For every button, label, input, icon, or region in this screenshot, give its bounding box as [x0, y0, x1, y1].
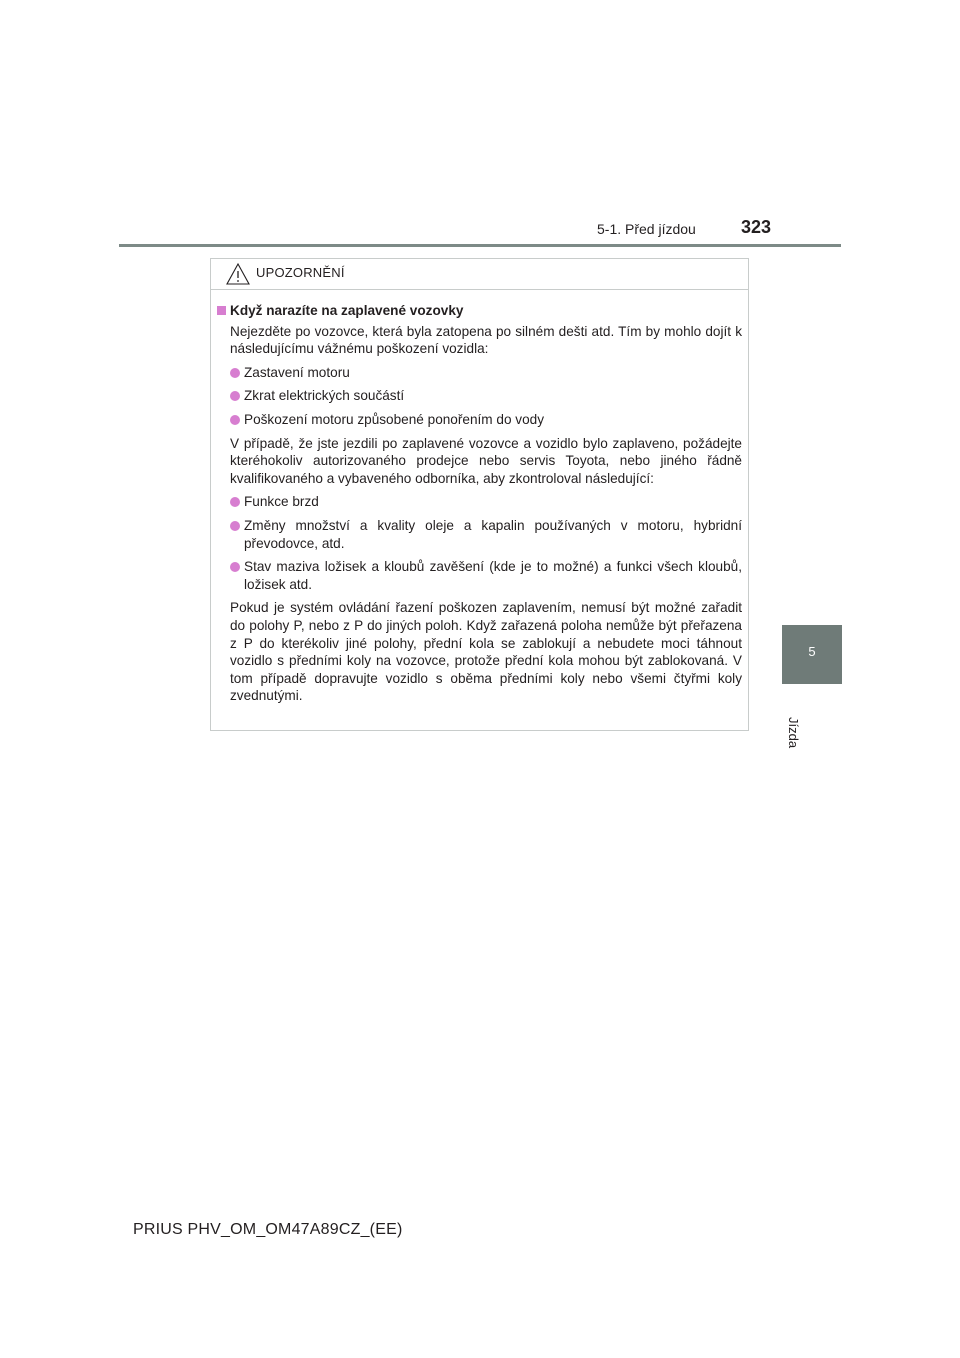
bullet-dot-icon [230, 497, 240, 507]
list-item-text: Funkce brzd [244, 494, 319, 510]
bullet-dot-icon [230, 415, 240, 425]
list-item [230, 558, 742, 593]
list-item [230, 364, 742, 382]
warning-header [211, 259, 748, 290]
bullet-dot-icon [230, 562, 240, 572]
list-item [230, 387, 742, 405]
header-divider [119, 244, 841, 247]
warning-title: UPOZORNĚNÍ [256, 265, 345, 280]
intro-paragraph: Nejezděte po vozovce, která byla zatopena po silném dešti atd. Tím by mohlo dojít k následujícímu vážnému poškození vozidla: [230, 323, 742, 357]
section-title: 5-1. Před jízdou [597, 221, 696, 237]
list-item-text: Zastavení motoru [244, 364, 350, 380]
closing-paragraph: Pokud je systém ovládání řazení poškozen zaplavením, nemusí být možné zařadit do polohy P, nebo z P do jiných poloh. Když zařazená poloha nemůže být přeřazena z P do kterékoliv jiné polohy, přední kola se zablokují a nebudete moci táhnout vozidlo s předními koly na vozovce, protože přední kola mohou být zablokovaná. V tom případě dopravujte vozidlo s oběma předními koly nebo všemi čtyřmi koly zvednutými. [230, 600, 742, 704]
warning-heading [217, 302, 742, 320]
list-item-text: Poškození motoru způsobené ponořením do vody [244, 411, 545, 427]
bullet-dot-icon [230, 368, 240, 378]
chapter-label: Jízda [786, 717, 801, 749]
warning-body [211, 290, 748, 705]
page-number: 323 [741, 217, 772, 237]
list-item-text: Zkrat elektrických součástí [244, 388, 405, 404]
square-bullet-icon [217, 306, 226, 315]
bullet-dot-icon [230, 521, 240, 531]
document-code: PRIUS PHV_OM_OM47A89CZ_(EE) [133, 1221, 403, 1238]
warning-heading-text: Když narazíte na zaplavené vozovky [230, 303, 464, 318]
list-item-text: Stav maziva ložisek a kloubů zavěšení (kde je to možné) a funkci všech kloubů, ložisek atd. [244, 559, 742, 592]
chapter-number: 5 [808, 644, 816, 659]
warning-box [210, 258, 749, 731]
warning-triangle-icon [225, 262, 251, 286]
chapter-tab [782, 625, 842, 684]
list-item-text: Změny množství a kvality oleje a kapalin používaných v motoru, hybridní převodovce, atd. [244, 517, 742, 551]
list-item [230, 517, 742, 552]
inspection-paragraph: V případě, že jste jezdili po zaplavené vozovce a vozidlo bylo zaplaveno, požádejte kteréhokoliv autorizovaného prodejce nebo servis Toyota, nebo jiného řádně kvalifikovaného a vybaveného odborníka, aby zkontroloval následující: [230, 435, 742, 486]
list-item [230, 411, 742, 429]
bullet-dot-icon [230, 391, 240, 401]
list-item [230, 493, 742, 511]
